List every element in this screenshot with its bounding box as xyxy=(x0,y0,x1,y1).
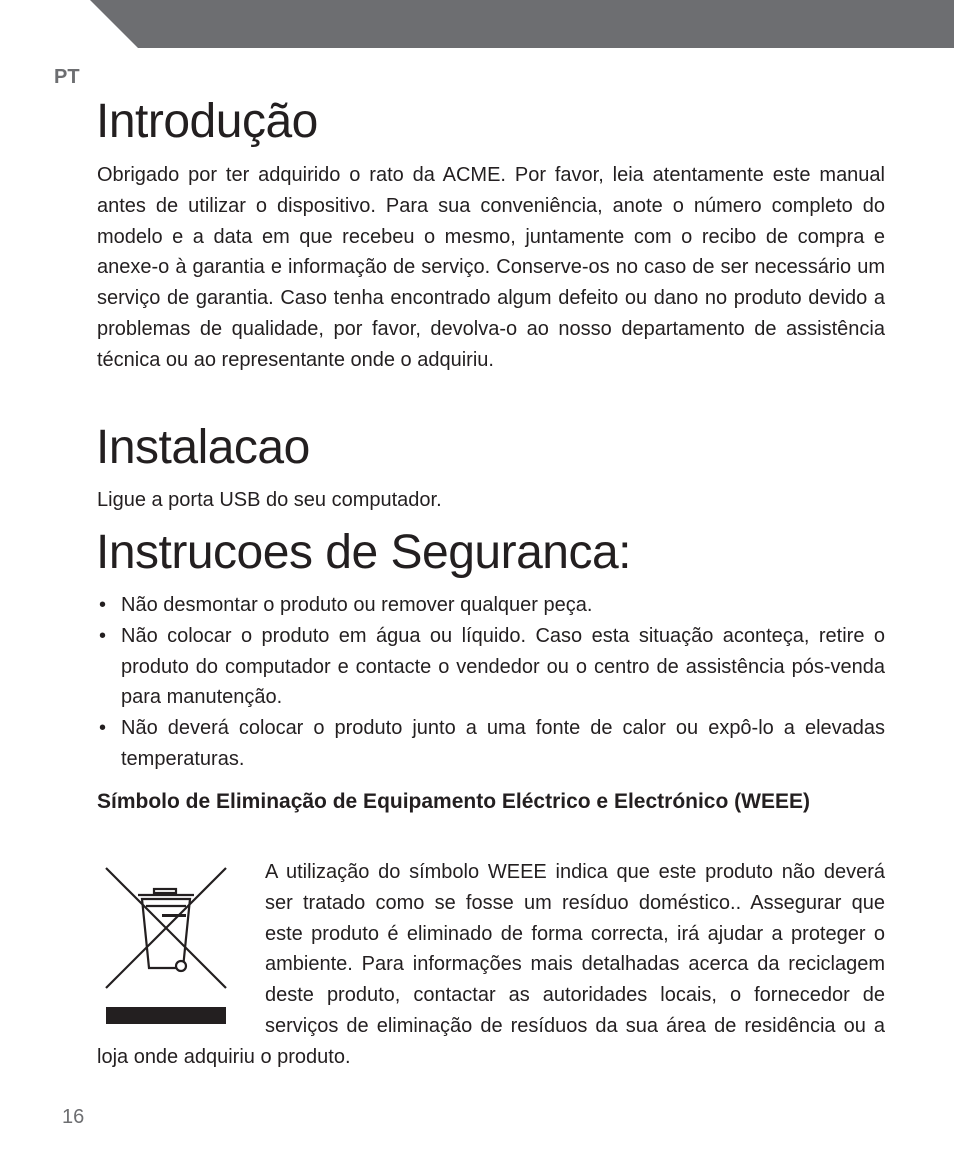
safety-title: Instrucoes de Seguranca: xyxy=(96,526,632,579)
weee-paragraph xyxy=(97,857,885,1073)
bullet-icon: • xyxy=(99,594,107,616)
list-item xyxy=(97,713,885,775)
header-band xyxy=(0,0,954,48)
page-number: 16 xyxy=(62,1106,85,1128)
weee-title: Símbolo de Eliminação de Equipamento Eléctrico e Electrónico (WEEE) xyxy=(97,790,810,813)
list-item-text: Não desmontar o produto ou remover qualquer peça. xyxy=(121,594,593,616)
intro-title: Introdução xyxy=(96,95,318,148)
list-item xyxy=(97,590,885,621)
weee-paragraph-text: A utilização do símbolo WEEE indica que este produto não deverá ser tratado como se fosse um resíduo doméstico.. Assegurar que este produto é eliminado de forma correcta, irá ajudar a proteger o ambiente. Para informações mais detalhadas acerca da reciclagem deste produto, contactar as autoridades locais, o fornecedor de serviços de eliminação de resíduos da sua área de residência ou a loja onde adquiriu o produto. xyxy=(97,861,885,1068)
intro-paragraph: Obrigado por ter adquirido o rato da ACME. Por favor, leia atentamente este manual antes de utilizar o dispositivo. Para sua conveniência, anote o número completo do modelo e a data em que recebeu o mesmo, juntamente com o recibo de compra e anexe-o à garantia e informação de serviço. Conserve-os no caso de ser necessário um serviço de garantia. Caso tenha encontrado algum defeito ou dano no produto devido a problemas de qualidade, por favor, devolva-o ao nosso departamento de assistência técnica ou ao representante onde o adquiriu. xyxy=(97,164,885,371)
bullet-icon: • xyxy=(99,624,107,647)
install-title: Instalacao xyxy=(96,421,310,474)
install-paragraph: Ligue a porta USB do seu computador. xyxy=(97,489,442,511)
list-item-text: Não deverá colocar o produto junto a uma fonte de calor ou expô-lo a elevadas temperaturas. xyxy=(121,717,885,770)
bullet-icon: • xyxy=(99,717,107,740)
list-item-text: Não colocar o produto em água ou líquido. Caso esta situação aconteça, retire o produto do computador e contacte o vendedor ou o centro de assistência pós-venda para manutenção. xyxy=(121,624,885,709)
list-item xyxy=(97,621,885,713)
language-tag: PT xyxy=(54,66,80,88)
safety-list xyxy=(97,590,885,775)
